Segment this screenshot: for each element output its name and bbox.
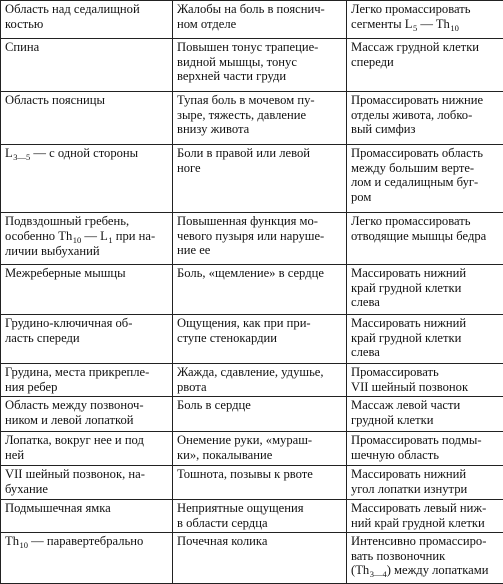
massage-cell: Промассировать область между большим верте- лом и седалищным буг- ром (347, 145, 503, 213)
complaint-cell: Неприятные ощущения в области сердца (173, 500, 347, 533)
complaint-cell: Повышен тонус трапецие- видной мышцы, тонус верхней части груди (173, 39, 347, 92)
massage-cell: Массаж левой части грудной клетки (347, 397, 503, 432)
table-row (1, 315, 503, 364)
massage-cell: Легко промассировать отводящие мышцы бедра (347, 213, 503, 265)
area-cell: Грудина, места прикрепле- ния ребер (1, 364, 173, 397)
table-row (1, 364, 503, 397)
complaint-cell: Повышенная функция мо- чевого пузыря или наруше- ние ее (173, 213, 347, 265)
complaint-cell: Боль в сердце (173, 397, 347, 432)
table-header-row (1, 1, 503, 39)
massage-cell: Массировать нижний край грудной клетки слева (347, 315, 503, 364)
complaint-cell: Почечная колика (173, 533, 347, 584)
massage-cell: Промассировать нижние отделы живота, лобко- вый симфиз (347, 92, 503, 145)
area-cell: Подвздошный гребень, особенно $Th_{10}$ — $L_1$ при на- личии выбуханий (1, 213, 173, 265)
massage-cell: Промассировать VII шейный позвонок (347, 364, 503, 397)
complaint-cell: Боль, «щемление» в сердце (173, 265, 347, 315)
header-cell-complaints: Жалобы на боль в пояснич- ном отделе (173, 1, 347, 39)
complaint-cell: Тупая боль в мочевом пу- зыре, тяжесть, давление внизу живота (173, 92, 347, 145)
complaint-cell: Ощущения, как при при- ступе стенокардии (173, 315, 347, 364)
header-cell-area: Область над седалищной костью (1, 1, 173, 39)
table-row (1, 397, 503, 432)
table-row (1, 500, 503, 533)
massage-cell: Массаж грудной клетки спереди (347, 39, 503, 92)
area-cell: $L_{3—5}$ — с одной стороны (1, 145, 173, 213)
area-cell: Подмышечная ямка (1, 500, 173, 533)
area-cell: Лопатка, вокруг нее и под ней (1, 432, 173, 466)
complaint-cell: Жажда, сдавление, удушье, рвота (173, 364, 347, 397)
area-cell: VII шейный позвонок, на- бухание (1, 466, 173, 500)
massage-cell: Промассировать подмы- шечную область (347, 432, 503, 466)
complaint-cell: Боли в правой или левой ноге (173, 145, 347, 213)
massage-cell: Интенсивно промассиро- вать позвоночник $(Th_{3—4})$ между лопатками (347, 533, 503, 584)
area-cell: Грудино-ключичная об- ласть спереди (1, 315, 173, 364)
area-cell: $Th_{10}$ — паравертебрально (1, 533, 173, 584)
massage-cell: Массировать левый ниж- ний край грудной клетки (347, 500, 503, 533)
table-row (1, 265, 503, 315)
header-cell-massage: Легко промассировать сегменты $L_5$ — $Th_{10}$ (347, 1, 503, 39)
complaint-cell: Онемение руки, «мураш- ки», покалывание (173, 432, 347, 466)
table-row (1, 145, 503, 213)
table-row (1, 92, 503, 145)
table-row (1, 432, 503, 466)
table-row (1, 213, 503, 265)
area-cell: Область поясницы (1, 92, 173, 145)
area-cell: Межреберные мышцы (1, 265, 173, 315)
table-row (1, 39, 503, 92)
table-row (1, 466, 503, 500)
massage-cell: Массировать нижний угол лопатки изнутри (347, 466, 503, 500)
table-row (1, 533, 503, 584)
area-cell: Область между позвоноч- ником и левой лопаткой (1, 397, 173, 432)
massage-cell: Массировать нижний край грудной клетки слева (347, 265, 503, 315)
area-cell: Спина (1, 39, 173, 92)
complaint-cell: Тошнота, позывы к рвоте (173, 466, 347, 500)
